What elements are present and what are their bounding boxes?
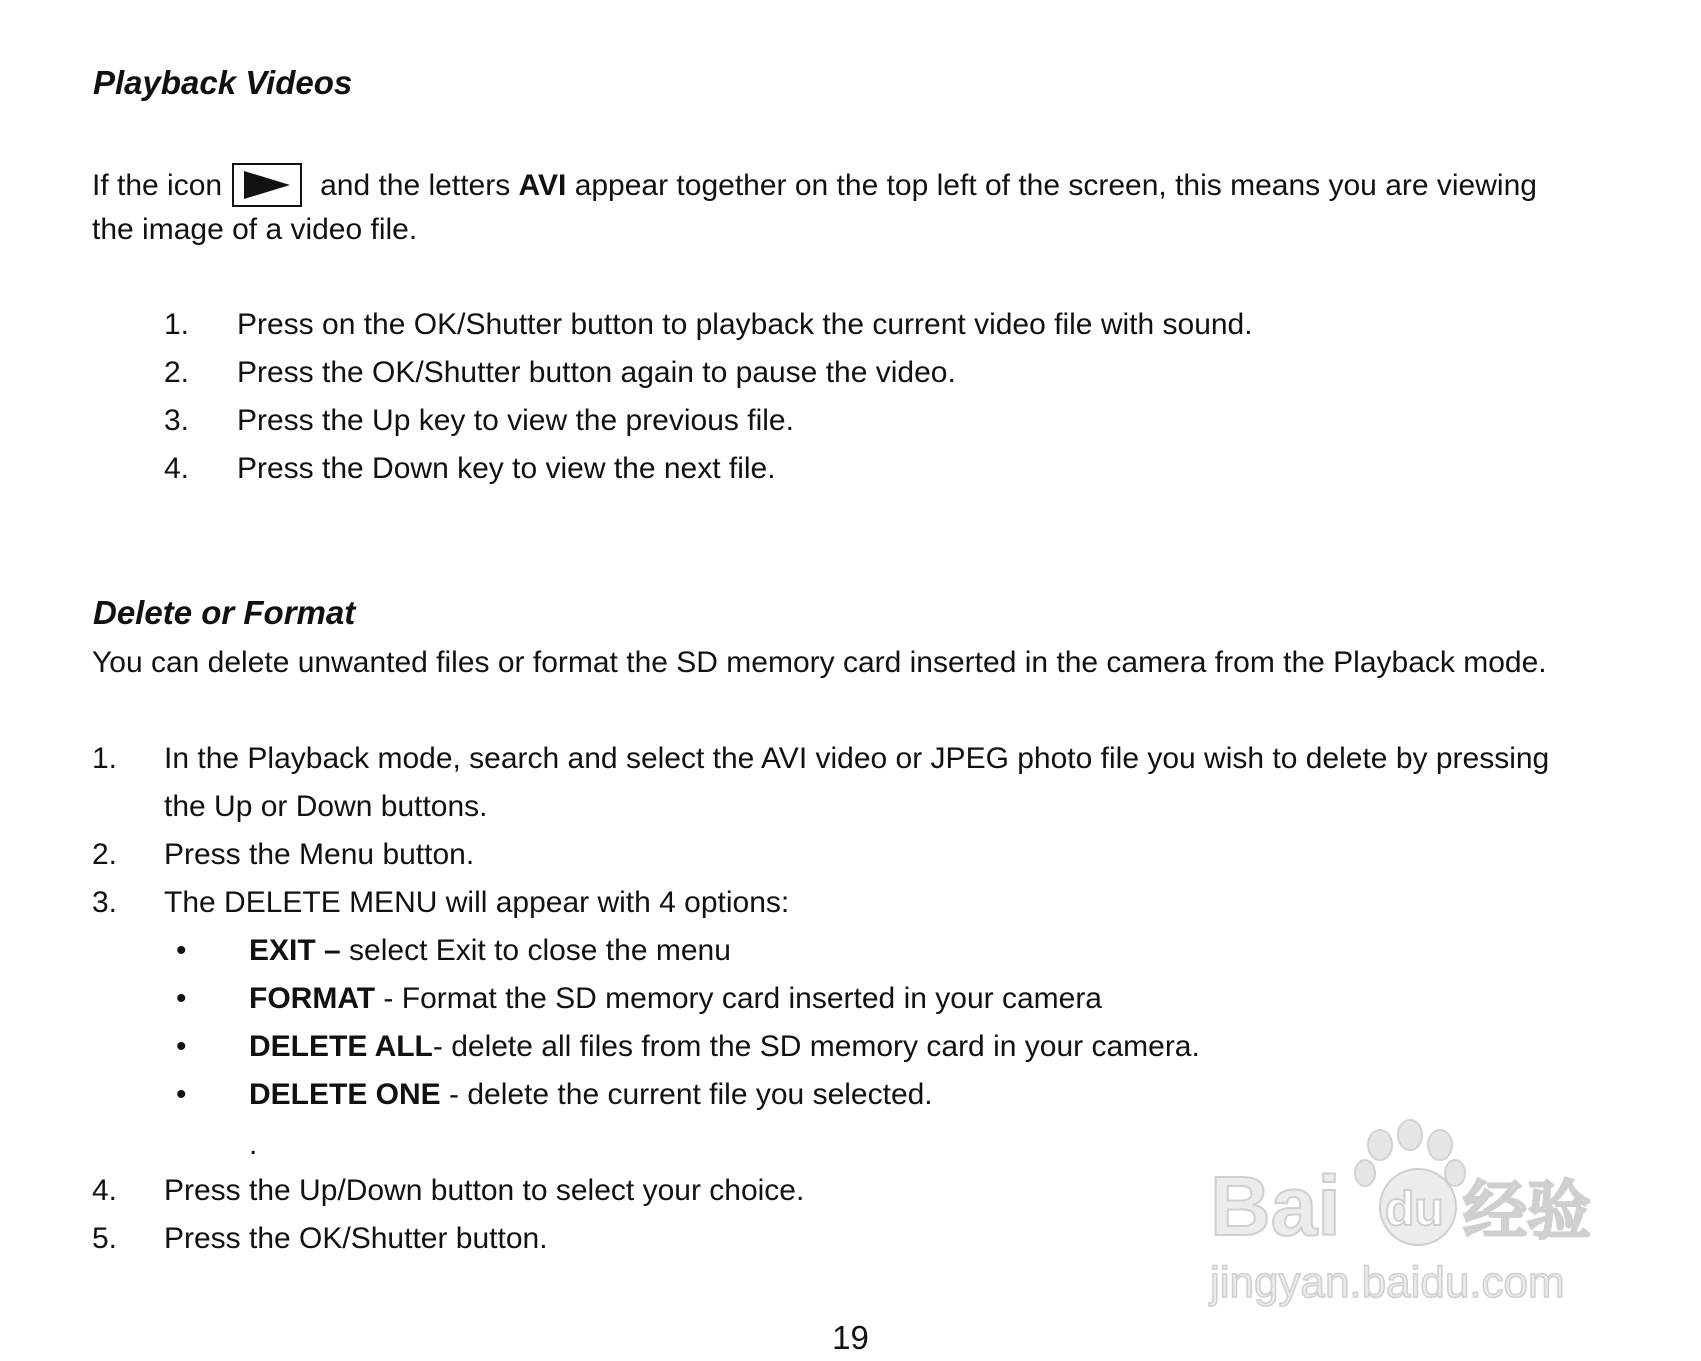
page-number: 19 <box>832 1319 869 1356</box>
option-bullet: • <box>176 934 187 967</box>
option-item <box>249 981 1102 1017</box>
delete-step-text: Press the Menu button. <box>164 838 475 871</box>
baidu-paw-logo-icon <box>1205 1115 1625 1315</box>
section-title-playback-videos: Playback Videos <box>93 64 353 101</box>
svg-text:jingyan.baidu.com: jingyan.baidu.com <box>1210 1258 1565 1307</box>
play-triangle-icon <box>232 163 302 207</box>
intro-before-icon: If the icon <box>92 169 223 202</box>
playback-step-num: 1. <box>164 308 190 341</box>
svg-text:du: du <box>1385 1183 1444 1236</box>
delete-step-num: 4. <box>92 1174 118 1207</box>
intro-avi-bold: AVI <box>518 169 567 202</box>
option-item <box>249 1029 1200 1065</box>
baidu-jingyan-watermark <box>1205 1115 1625 1315</box>
playback-step-num: 2. <box>164 356 190 389</box>
delete-step-num: 5. <box>92 1222 118 1255</box>
playback-step-text: Press the Up key to view the previous file. <box>237 404 794 437</box>
delete-step-text: The DELETE MENU will appear with 4 options: <box>164 886 790 919</box>
section-title-delete-or-format: Delete or Format <box>93 594 356 631</box>
playback-step-num: 4. <box>164 452 190 485</box>
option-description: - delete the current file you selected. <box>440 1078 933 1111</box>
delete-step-text-cont: the Up or Down buttons. <box>164 790 488 823</box>
option-bullet: • <box>176 1078 187 1111</box>
intro-after-icon: and the letters <box>320 169 511 202</box>
option-item <box>249 1077 933 1113</box>
intro-after-bold: appear together on the top left of the screen, this means you are viewing <box>574 169 1537 202</box>
option-label: DELETE ALL <box>249 1030 433 1063</box>
option-bullet: • <box>176 1030 187 1063</box>
playback-step-text: Press the OK/Shutter button again to pause the video. <box>237 356 956 389</box>
delete-step-text: In the Playback mode, search and select the AVI video or JPEG photo file you wish to delete by pressing <box>164 742 1550 775</box>
delete-intro: You can delete unwanted files or format the SD memory card inserted in the camera from the Playback mode. <box>92 646 1547 679</box>
delete-step-num: 3. <box>92 886 118 919</box>
delete-step-text: Press the OK/Shutter button. <box>164 1222 548 1255</box>
playback-intro-line2: the image of a video file. <box>92 213 418 246</box>
option-label: DELETE ONE <box>249 1078 441 1111</box>
playback-intro-line1 <box>92 163 1537 207</box>
option-description: select Exit to close the menu <box>340 934 731 967</box>
option-bullet: • <box>176 982 187 1015</box>
option-item <box>249 933 731 969</box>
stray-dot: . <box>249 1128 258 1161</box>
svg-text:经验: 经验 <box>1463 1175 1591 1249</box>
playback-step-text: Press the Down key to view the next file. <box>237 452 776 485</box>
delete-step-num: 1. <box>92 742 118 775</box>
playback-step-num: 3. <box>164 404 190 437</box>
option-description: - Format the SD memory card inserted in your camera <box>375 982 1102 1015</box>
delete-step-text: Press the Up/Down button to select your choice. <box>164 1174 805 1207</box>
svg-text:Bai: Bai <box>1210 1159 1341 1253</box>
delete-step-num: 2. <box>92 838 118 871</box>
option-label: FORMAT <box>249 982 376 1015</box>
option-label: EXIT – <box>249 934 341 967</box>
playback-step-text: Press on the OK/Shutter button to playback the current video file with sound. <box>237 308 1253 341</box>
option-description: - delete all files from the SD memory card in your camera. <box>432 1030 1200 1063</box>
